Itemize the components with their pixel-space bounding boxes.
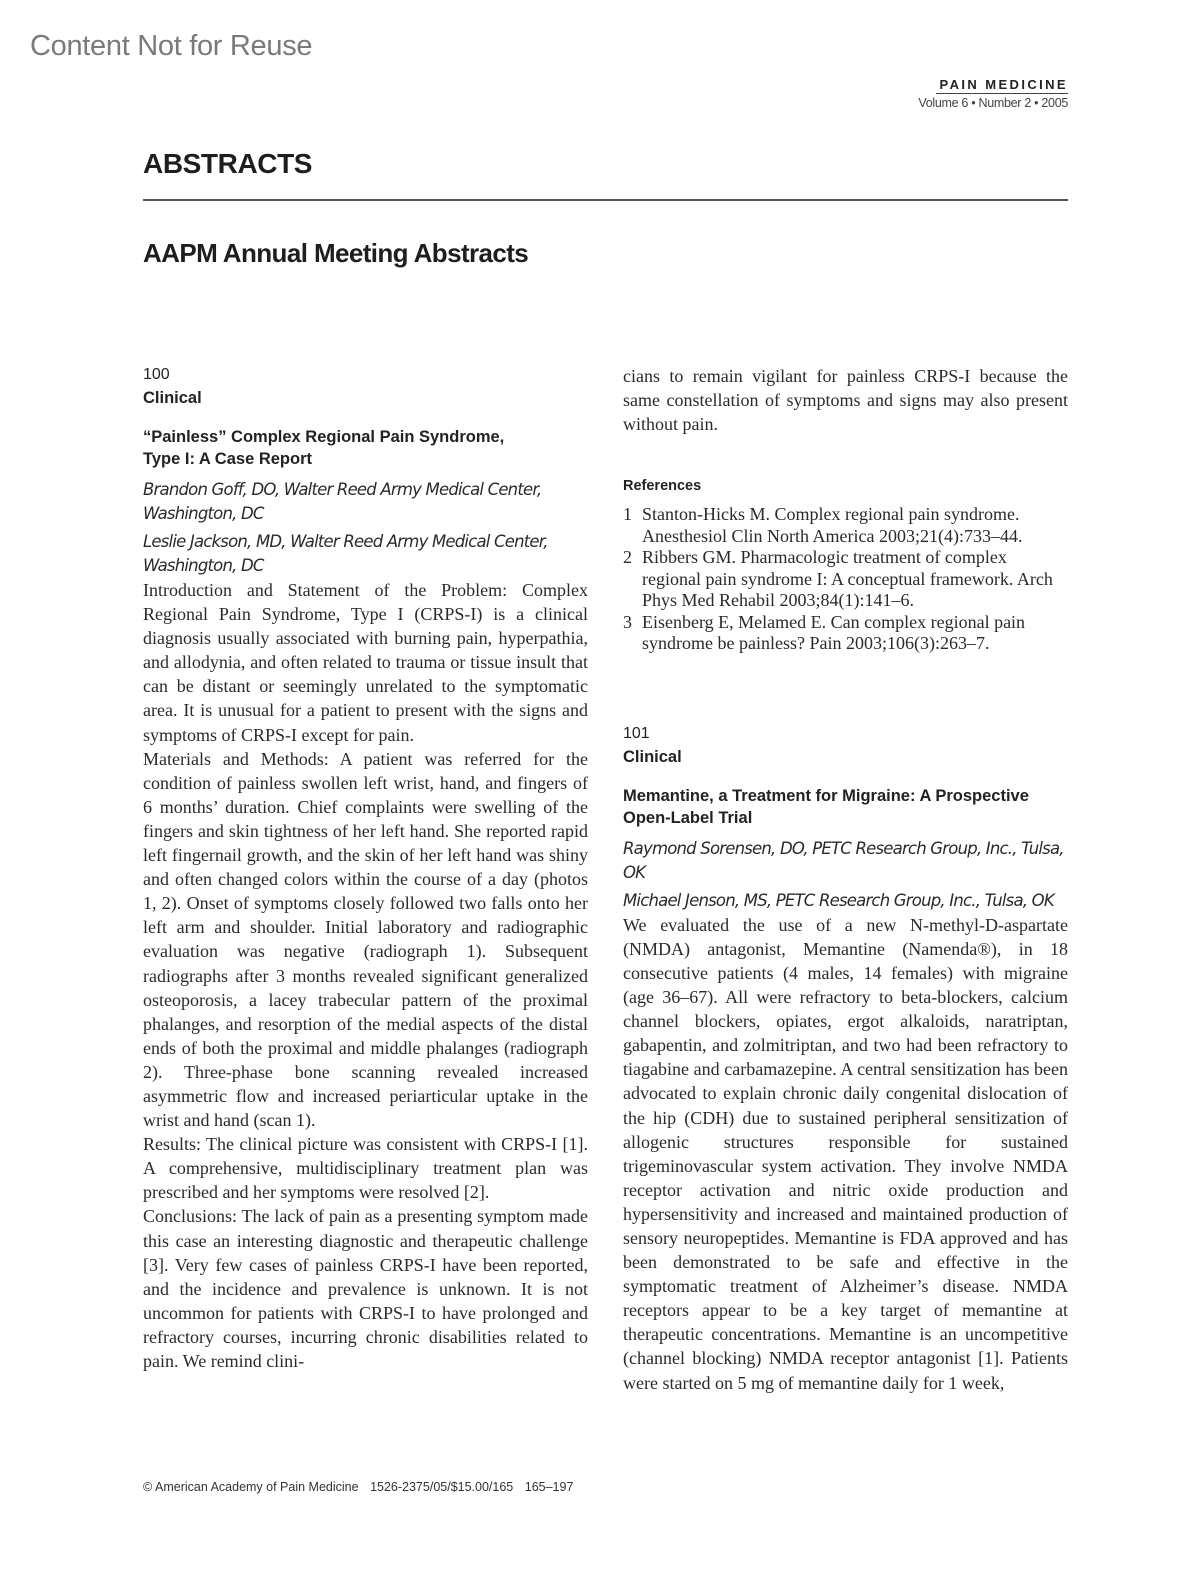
spacer (623, 655, 1068, 723)
abstract-category: Clinical (143, 389, 202, 407)
reference-text: Stanton-Hicks M. Complex regional pain syndrome. Anesthesiol Clin North America 2003;21(4):733–44. (642, 504, 1023, 546)
subsection-title: AAPM Annual Meeting Abstracts (143, 238, 529, 268)
footer-copyright: © American Academy of Pain Medicine (143, 1480, 359, 1494)
reference-item (623, 504, 1068, 547)
abstract-title-line: Open-Label Trial (623, 808, 753, 827)
paragraph-continuation: cians to remain vigilant for painless CRPS-I because the same constellation of symptoms and signs may also present without pain. (623, 366, 1068, 435)
column-left (143, 364, 588, 1373)
column-right (623, 364, 1068, 1395)
abstract-title (623, 785, 1068, 829)
reference-item (623, 547, 1068, 612)
references-heading: References (623, 478, 702, 495)
references-list (623, 504, 1068, 655)
footer-issn: 1526-2375/05/$15.00/165 (370, 1480, 514, 1494)
paragraph-results: Results: The clinical picture was consistent with CRPS-I [1]. A comprehensive, multidisciplinary treatment plan was prescribed and her symptoms were resolved [2]. (143, 1134, 588, 1203)
journal-issue: Volume 6 • Number 2 • 2005 (918, 96, 1068, 110)
abstract-title (143, 426, 588, 470)
section-title: ABSTRACTS (143, 148, 313, 179)
abstract-number: 100 (143, 366, 170, 383)
author: Raymond Sorensen, DO, PETC Research Group, Inc., Tulsa, OK (623, 838, 1064, 882)
paragraph-conclusions: Conclusions: The lack of pain as a presenting symptom made this case an interesting diagnostic and therapeutic challenge [3]. Very few cases of painless CRPS-I have been reported, and the incidence and prevalence is unknown. It is not uncommon for patients with CRPS-I to have prolonged and refractory courses, incurring chronic disabilities related to pain. We remind clini- (143, 1206, 588, 1371)
abstract-title-line: Memantine, a Treatment for Migraine: A Prospective (623, 786, 1029, 805)
section-divider (143, 199, 1068, 201)
reference-item (623, 612, 1068, 655)
author: Michael Jenson, MS, PETC Research Group, Inc., Tulsa, OK (623, 890, 1054, 910)
abstract-category: Clinical (623, 747, 682, 766)
reference-number: 1 (623, 504, 632, 525)
watermark: Content Not for Reuse (30, 30, 313, 62)
author: Leslie Jackson, MD, Walter Reed Army Medical Center, Washington, DC (143, 532, 548, 575)
paragraph-introduction: Introduction and Statement of the Problem: Complex Regional Pain Syndrome, Type I (CRPS-I) is a clinical diagnosis usually associated with burning pain, hyperpathia, and allodynia, and often related to trauma or tissue insult that can be distant or seemingly unrelated to the symptomatic area. It is unusual for a patient to present with the signs and symptoms of CRPS-I except for pain. (143, 580, 588, 745)
journal-name: PAIN MEDICINE (936, 77, 1068, 94)
reference-text: Ribbers GM. Pharmacologic treatment of complex regional pain syndrome I: A conceptual framework. Arch Phys Med Rehabil 2003;84(1):141–6. (642, 547, 1053, 611)
abstract-title-line: Type I: A Case Report (143, 450, 313, 468)
abstract-body (143, 578, 588, 1373)
abstract-number: 101 (623, 724, 650, 742)
abstract-continuation (623, 364, 1068, 436)
journal-header (918, 76, 1068, 110)
reference-number: 3 (623, 611, 632, 632)
footer-pages: 165–197 (524, 1480, 574, 1494)
abstract-title-line: “Painless” Complex Regional Pain Syndrome, (143, 428, 505, 446)
page-footer (143, 1480, 573, 1494)
author: Brandon Goff, DO, Walter Reed Army Medical Center, Washington, DC (143, 480, 542, 523)
paragraph-methods: Materials and Methods: A patient was referred for the condition of painless swollen left wrist, hand, and fingers of 6 months’ duration. Chief complaints were swelling of the fingers and skin tightness of her left hand. She reported rapid left fingernail growth, and the skin of her left hand was shiny and often changed colors within the course of a day (photos 1, 2). Onset of symptoms closely followed two falls onto her left arm and shoulder. Initial laboratory and radiographic evaluation was negative (radiograph 1). Subsequent radiographs after 3 months revealed significant generalized osteoporosis, a lacey trabecular pattern of the proximal phalanges, and resorption of the medial aspects of the distal ends of both the proximal and middle phalanges (radiograph 2). Three-phase bone scanning revealed increased asymmetric flow and increased periarticular uptake in the wrist and hand (scan 1). (143, 748, 588, 1131)
abstract-body (623, 913, 1068, 1395)
paragraph-body: We evaluated the use of a new N-methyl-D-aspartate (NMDA) antagonist, Memantine (Namenda®), in 18 consecutive patients (4 males, 14 females) with migraine (age 36–67). All were refractory to beta-blockers, calcium channel blockers, opiates, ergot alkaloids, naratriptan, gabapentin, and zolmitriptan, and two had been refractory to tiagabine and carbamazepine. A central sensitization has been advocated to explain chronic daily congenital dislocation of the hip (CDH) due to sustained peripheral sensitization of allogenic structures responsible for sustained trigeminovascular system activation. They involve NMDA receptor activation and nitric oxide production and hypersensitivity and increased and maintained production of sensory neuropeptides. Memantine is FDA approved and has been demonstrated to be safe and effective in the symptomatic treatment of Alzheimer’s disease. NMDA receptors appear to be a key target of memantine at therapeutic concentrations. Memantine is an uncompetitive (channel blocking) NMDA receptor antagonist [1]. Patients were started on 5 mg of memantine daily for 1 week, (623, 914, 1068, 1393)
reference-number: 2 (623, 547, 632, 568)
reference-text: Eisenberg E, Melamed E. Can complex regional pain syndrome be painless? Pain 2003;106(3):263–7. (642, 611, 1026, 654)
